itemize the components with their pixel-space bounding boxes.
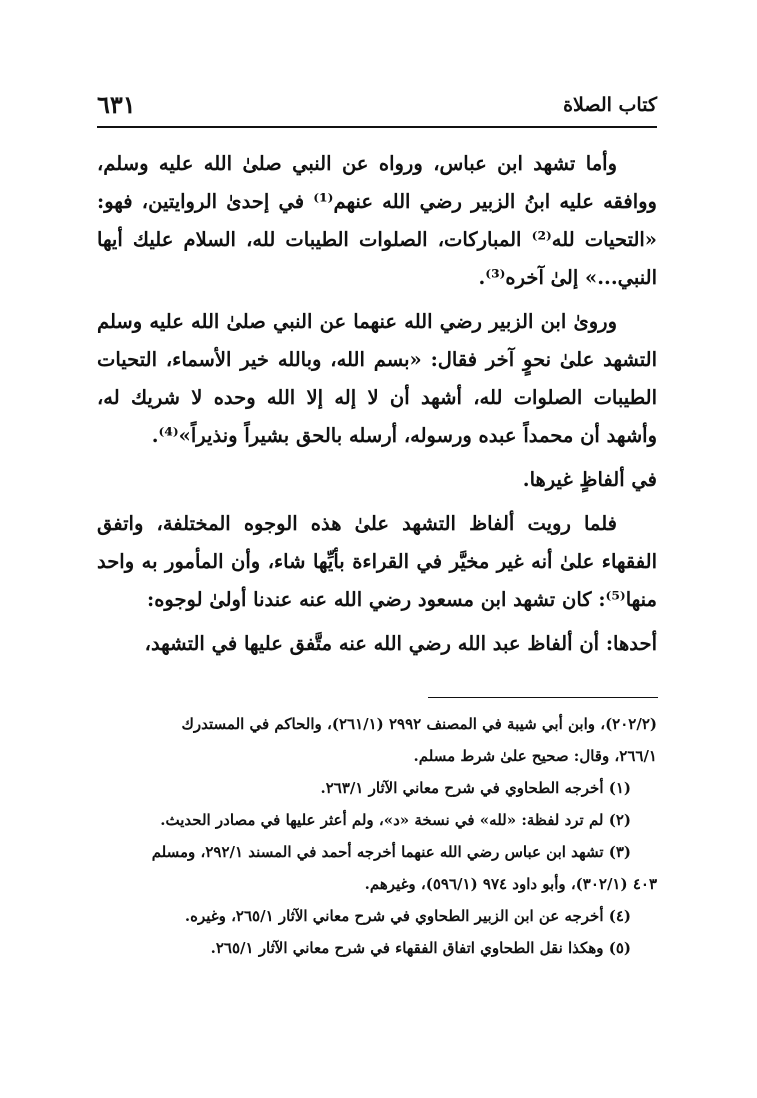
footnote-continuation-line: (٢٠٢/٢)، وابن أبي شيبة في المصنف ٢٩٩٢ (٢٦١/١)، والحاكم في المستدرك xyxy=(181,715,657,733)
header-divider xyxy=(97,126,657,128)
footnotes xyxy=(97,708,657,964)
main-text xyxy=(97,145,657,669)
running-title: كتاب الصلاة xyxy=(563,94,657,116)
footnote-3-continuation: ٤٠٣ (٣٠٢/١)، وأبو داود ٩٧٤ (٥٩٦/١)، وغيرهم. xyxy=(364,875,657,893)
footnote-continuation-line: ٢٦٦/١، وقال: صحيح علىٰ شرط مسلم. xyxy=(413,747,657,765)
footnote-4: (٤) أخرجه عن ابن الزبير الطحاوي في شرح معاني الآثار ٢٦٥/١، وغيره. xyxy=(184,907,631,925)
footnote-1: (١) أخرجه الطحاوي في شرح معاني الآثار ٢٦٣/١. xyxy=(320,779,631,797)
paragraph-other-wordings: في ألفاظٍ غيرها. xyxy=(522,468,657,491)
paragraph-first-reason: أحدها: أن ألفاظ عبد الله رضي الله عنه متَّفق عليها في التشهد، xyxy=(144,632,657,655)
paragraph-fuqaha-agreement: فلما رويت ألفاظ التشهد علىٰ هذه الوجوه المختلفة، واتفق الفقهاء علىٰ أنه غير مخيَّر في القراءة بأيِّها شاء، وأن المأمور به واحد منها⁽⁵⁾: كان تشهد ابن مسعود رضي الله عنه عندنا أولىٰ لوجوه: xyxy=(97,512,657,611)
paragraph-ibn-zubayr: وروىٰ ابن الزبير رضي الله عنهما عن النبي صلىٰ الله عليه وسلم التشهد علىٰ نحوٍ آخر فقال: «بسم الله، وبالله خير الأسماء، التحيات الطيبات الصلوات لله، أشهد أن لا إله إلا الله وحده لا شريك له، وأشهد أن محمداً عبده ورسوله، أرسله بالحق بشيراً ونذيراً»⁽⁴⁾. xyxy=(97,310,657,447)
footnote-5: (٥) وهكذا نقل الطحاوي اتفاق الفقهاء في شرح معاني الآثار ٢٦٥/١. xyxy=(210,939,631,957)
paragraph-ibn-abbas: وأما تشهد ابن عباس، ورواه عن النبي صلىٰ الله عليه وسلم، ووافقه عليه ابنُ الزبير رضي الله عنهم⁽¹⁾ في إحدىٰ الروايتين، فهو: «التحيات لله⁽²⁾ المباركات، الصلوات الطيبات لله، السلام عليك أيها النبي...» إلىٰ آخره⁽³⁾. xyxy=(97,152,657,289)
footnote-3: (٣) تشهد ابن عباس رضي الله عنهما أخرجه أحمد في المسند ٢٩٢/١، ومسلم xyxy=(151,843,631,861)
page-number: ٦٣١ xyxy=(97,90,136,119)
footnote-2: (٢) لم ترد لفظة: «لله» في نسخة «د»، ولم أعثر عليها في مصادر الحديث. xyxy=(160,811,631,829)
page-header xyxy=(97,88,657,122)
footnote-divider xyxy=(428,697,658,698)
